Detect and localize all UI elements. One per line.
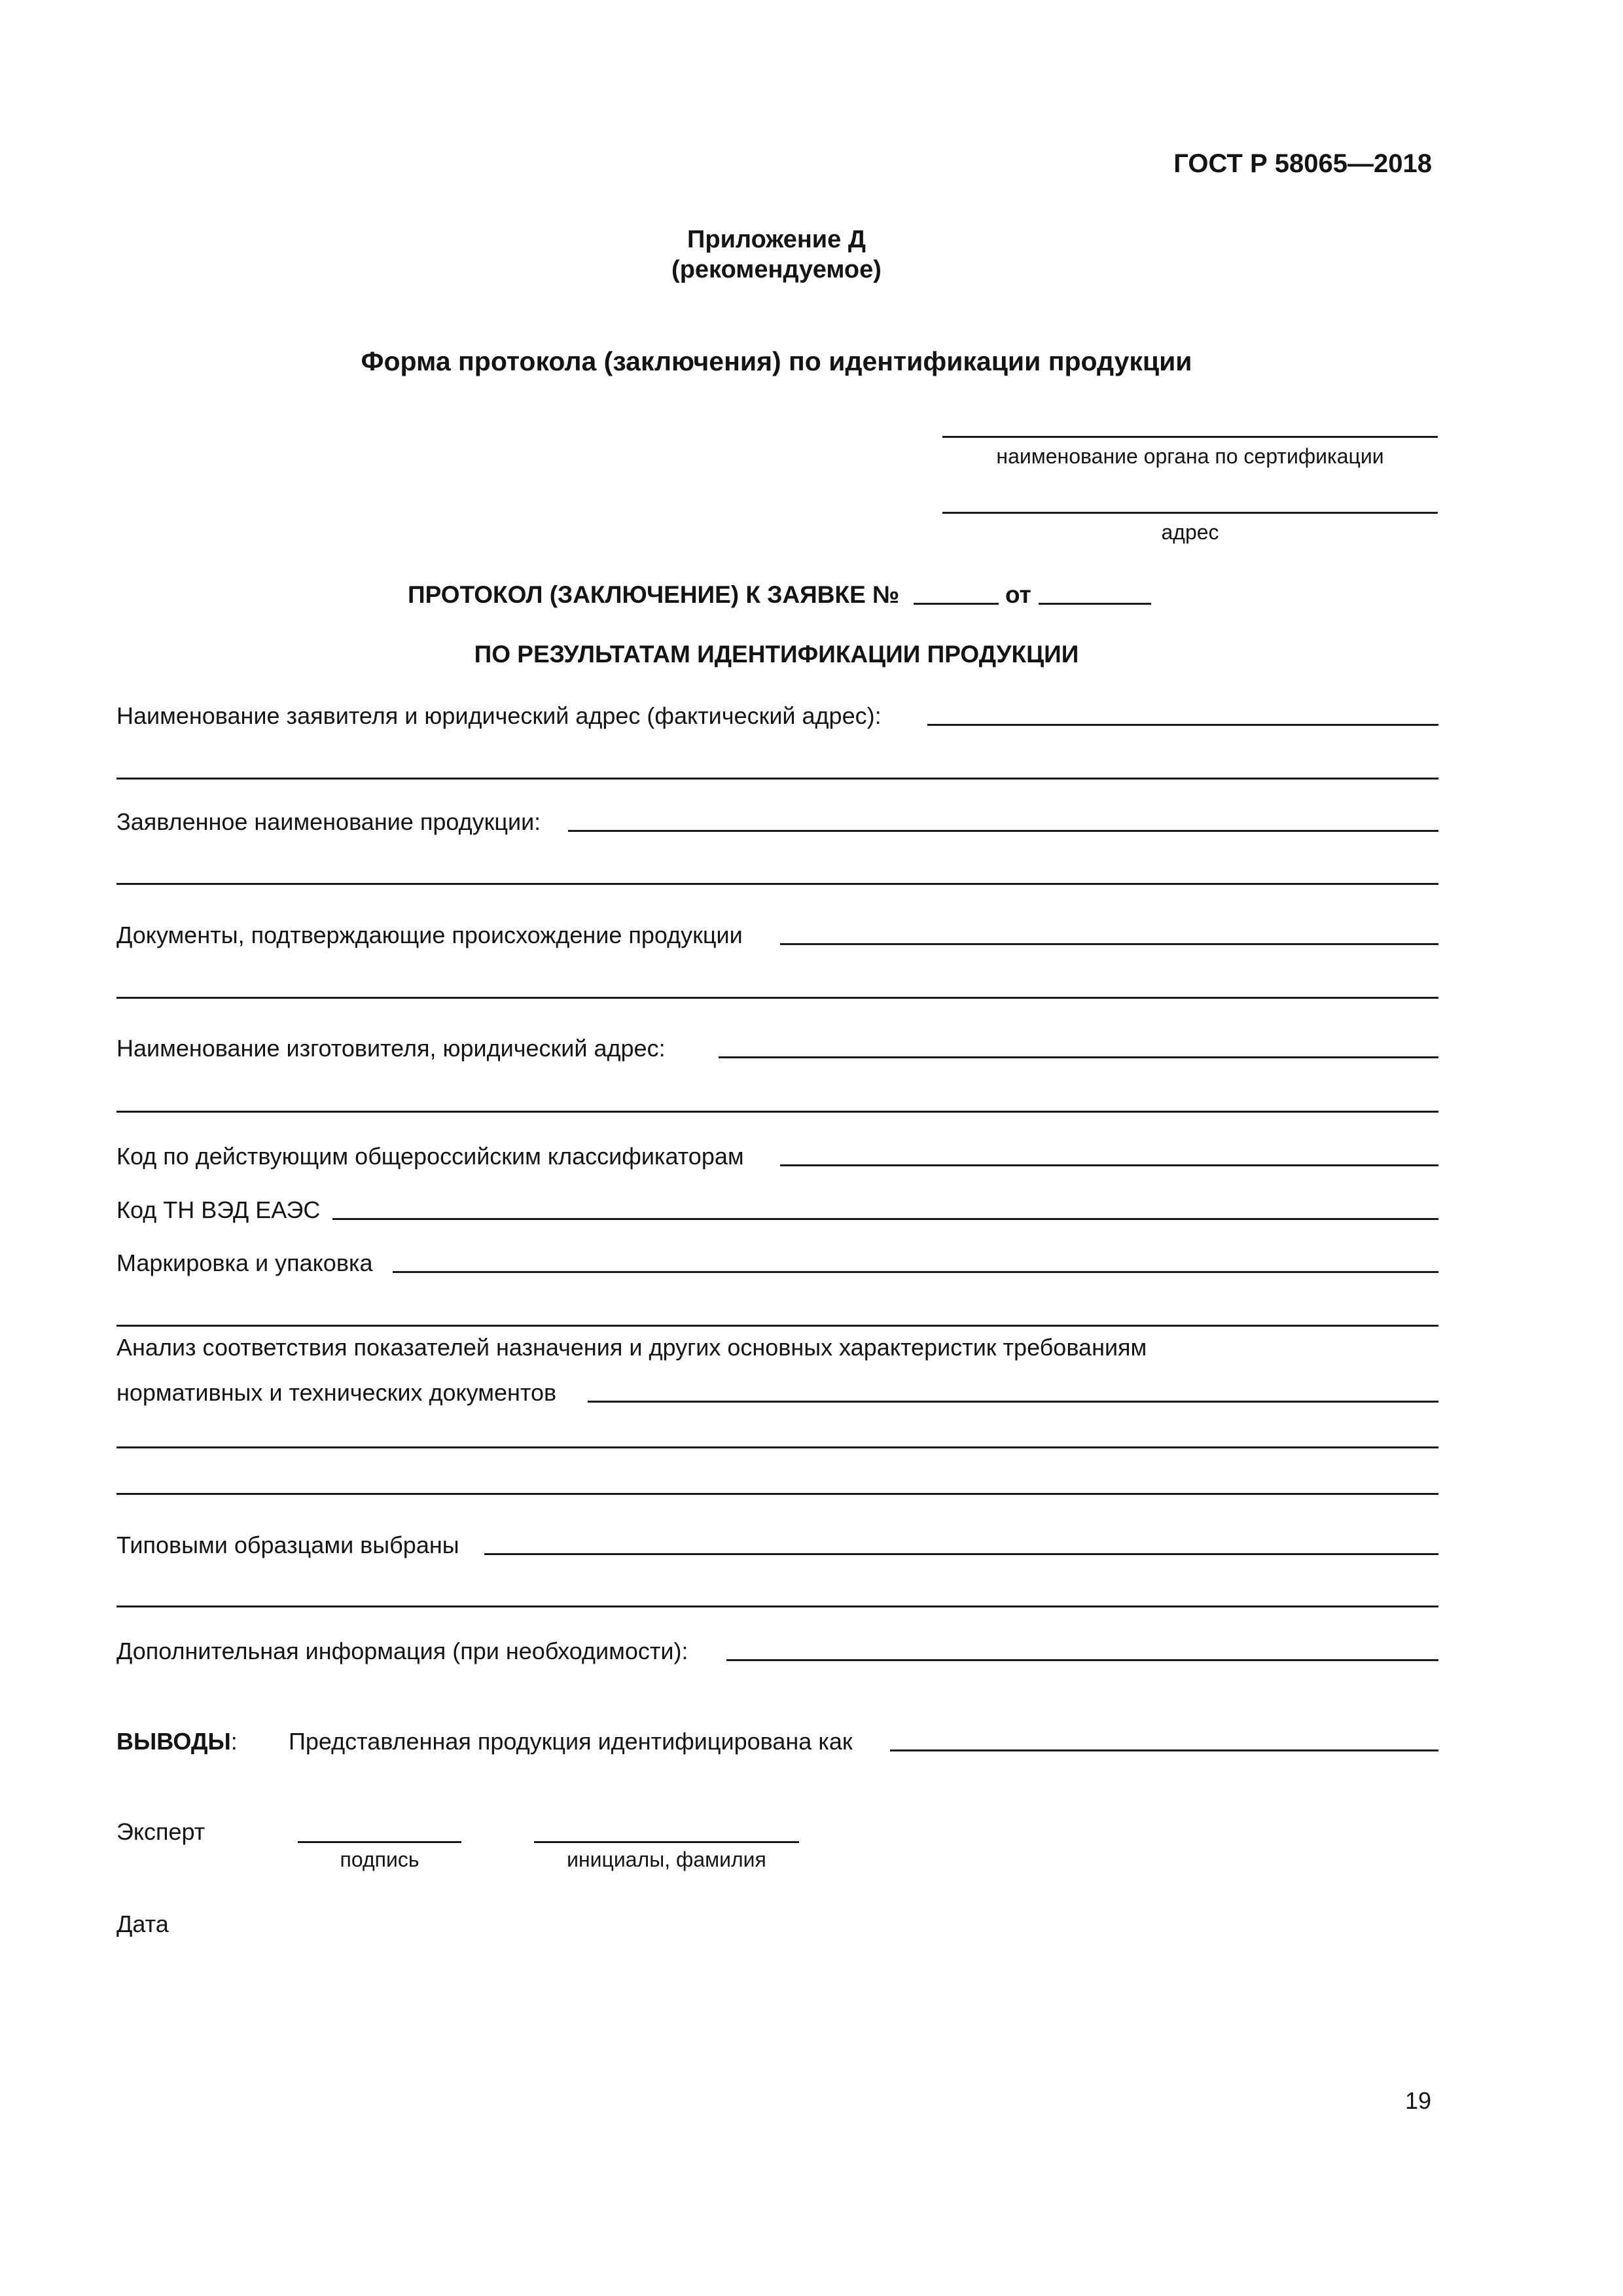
analysis-line-2[interactable]: [116, 1446, 1438, 1448]
protocol-title-prefix: ПРОТОКОЛ (ЗАКЛЮЧЕНИЕ) К ЗАЯВКЕ №: [408, 581, 900, 608]
form-title: Форма протокола (заключения) по идентификации продукции: [361, 346, 1192, 376]
additional-info-label: Дополнительная информация (при необходимости):: [116, 1638, 688, 1664]
marking-label: Маркировка и упаковка: [116, 1249, 373, 1276]
applicant-label: Наименование заявителя и юридический адрес (фактический адрес):: [116, 702, 882, 729]
manufacturer-line-2[interactable]: [116, 1111, 1438, 1113]
origin-docs-line-2[interactable]: [116, 997, 1438, 999]
certification-body-line[interactable]: [942, 436, 1438, 438]
origin-docs-label: Документы, подтверждающие происхождение продукции: [116, 922, 743, 948]
applicant-line-2[interactable]: [116, 778, 1438, 780]
product-name-line[interactable]: [568, 830, 1438, 832]
appendix-type: (рекомендуемое): [671, 256, 882, 283]
classifier-code-label: Код по действующим общероссийским классификаторам: [116, 1143, 744, 1170]
classifier-code-line[interactable]: [780, 1164, 1438, 1166]
manufacturer-label: Наименование изготовителя, юридический адрес:: [116, 1035, 666, 1062]
signature-line[interactable]: [298, 1841, 461, 1843]
name-line[interactable]: [534, 1841, 799, 1843]
date-label: Дата: [116, 1910, 169, 1937]
samples-line-2[interactable]: [116, 1605, 1438, 1607]
appendix-title: Приложение Д: [687, 226, 866, 253]
manufacturer-line[interactable]: [719, 1056, 1438, 1058]
application-date-line[interactable]: [1039, 603, 1151, 605]
applicant-line[interactable]: [927, 724, 1438, 726]
signature-caption: подпись: [340, 1848, 419, 1871]
tn-ved-code-label: Код ТН ВЭД ЕАЭС: [116, 1196, 321, 1223]
marking-line-2[interactable]: [116, 1325, 1438, 1327]
analysis-line-3[interactable]: [116, 1493, 1438, 1495]
analysis-label-line2: нормативных и технических документов: [116, 1379, 557, 1406]
address-caption: адрес: [1161, 520, 1219, 544]
certification-body-caption: наименование органа по сертификации: [996, 444, 1384, 468]
protocol-subtitle: ПО РЕЗУЛЬТАТАМ ИДЕНТИФИКАЦИИ ПРОДУКЦИИ: [474, 641, 1079, 668]
origin-docs-line[interactable]: [780, 943, 1438, 945]
product-name-line-2[interactable]: [116, 883, 1438, 885]
tn-ved-code-line[interactable]: [332, 1218, 1438, 1220]
standard-number: ГОСТ Р 58065—2018: [1173, 149, 1432, 178]
protocol-title-from: от: [1005, 581, 1031, 608]
application-number-line[interactable]: [914, 603, 999, 605]
marking-line[interactable]: [393, 1271, 1438, 1273]
name-caption: инициалы, фамилия: [567, 1848, 766, 1871]
analysis-line[interactable]: [588, 1401, 1438, 1403]
conclusions-label-wrap: [116, 1730, 238, 1753]
address-line[interactable]: [942, 512, 1438, 514]
conclusions-line[interactable]: [890, 1749, 1438, 1751]
page-number: 19: [1404, 2087, 1431, 2114]
product-name-label: Заявленное наименование продукции:: [116, 808, 541, 835]
samples-label: Типовыми образцами выбраны: [116, 1532, 459, 1558]
conclusions-colon: :: [230, 1728, 238, 1755]
expert-label: Эксперт: [116, 1818, 205, 1845]
samples-line[interactable]: [484, 1553, 1438, 1555]
additional-info-line[interactable]: [726, 1659, 1438, 1661]
analysis-label-line1: Анализ соответствия показателей назначения и других основных характеристик требованиям: [116, 1334, 1147, 1361]
conclusions-label: ВЫВОДЫ: [116, 1728, 231, 1755]
conclusions-text: Представленная продукция идентифицирована как: [289, 1728, 853, 1755]
